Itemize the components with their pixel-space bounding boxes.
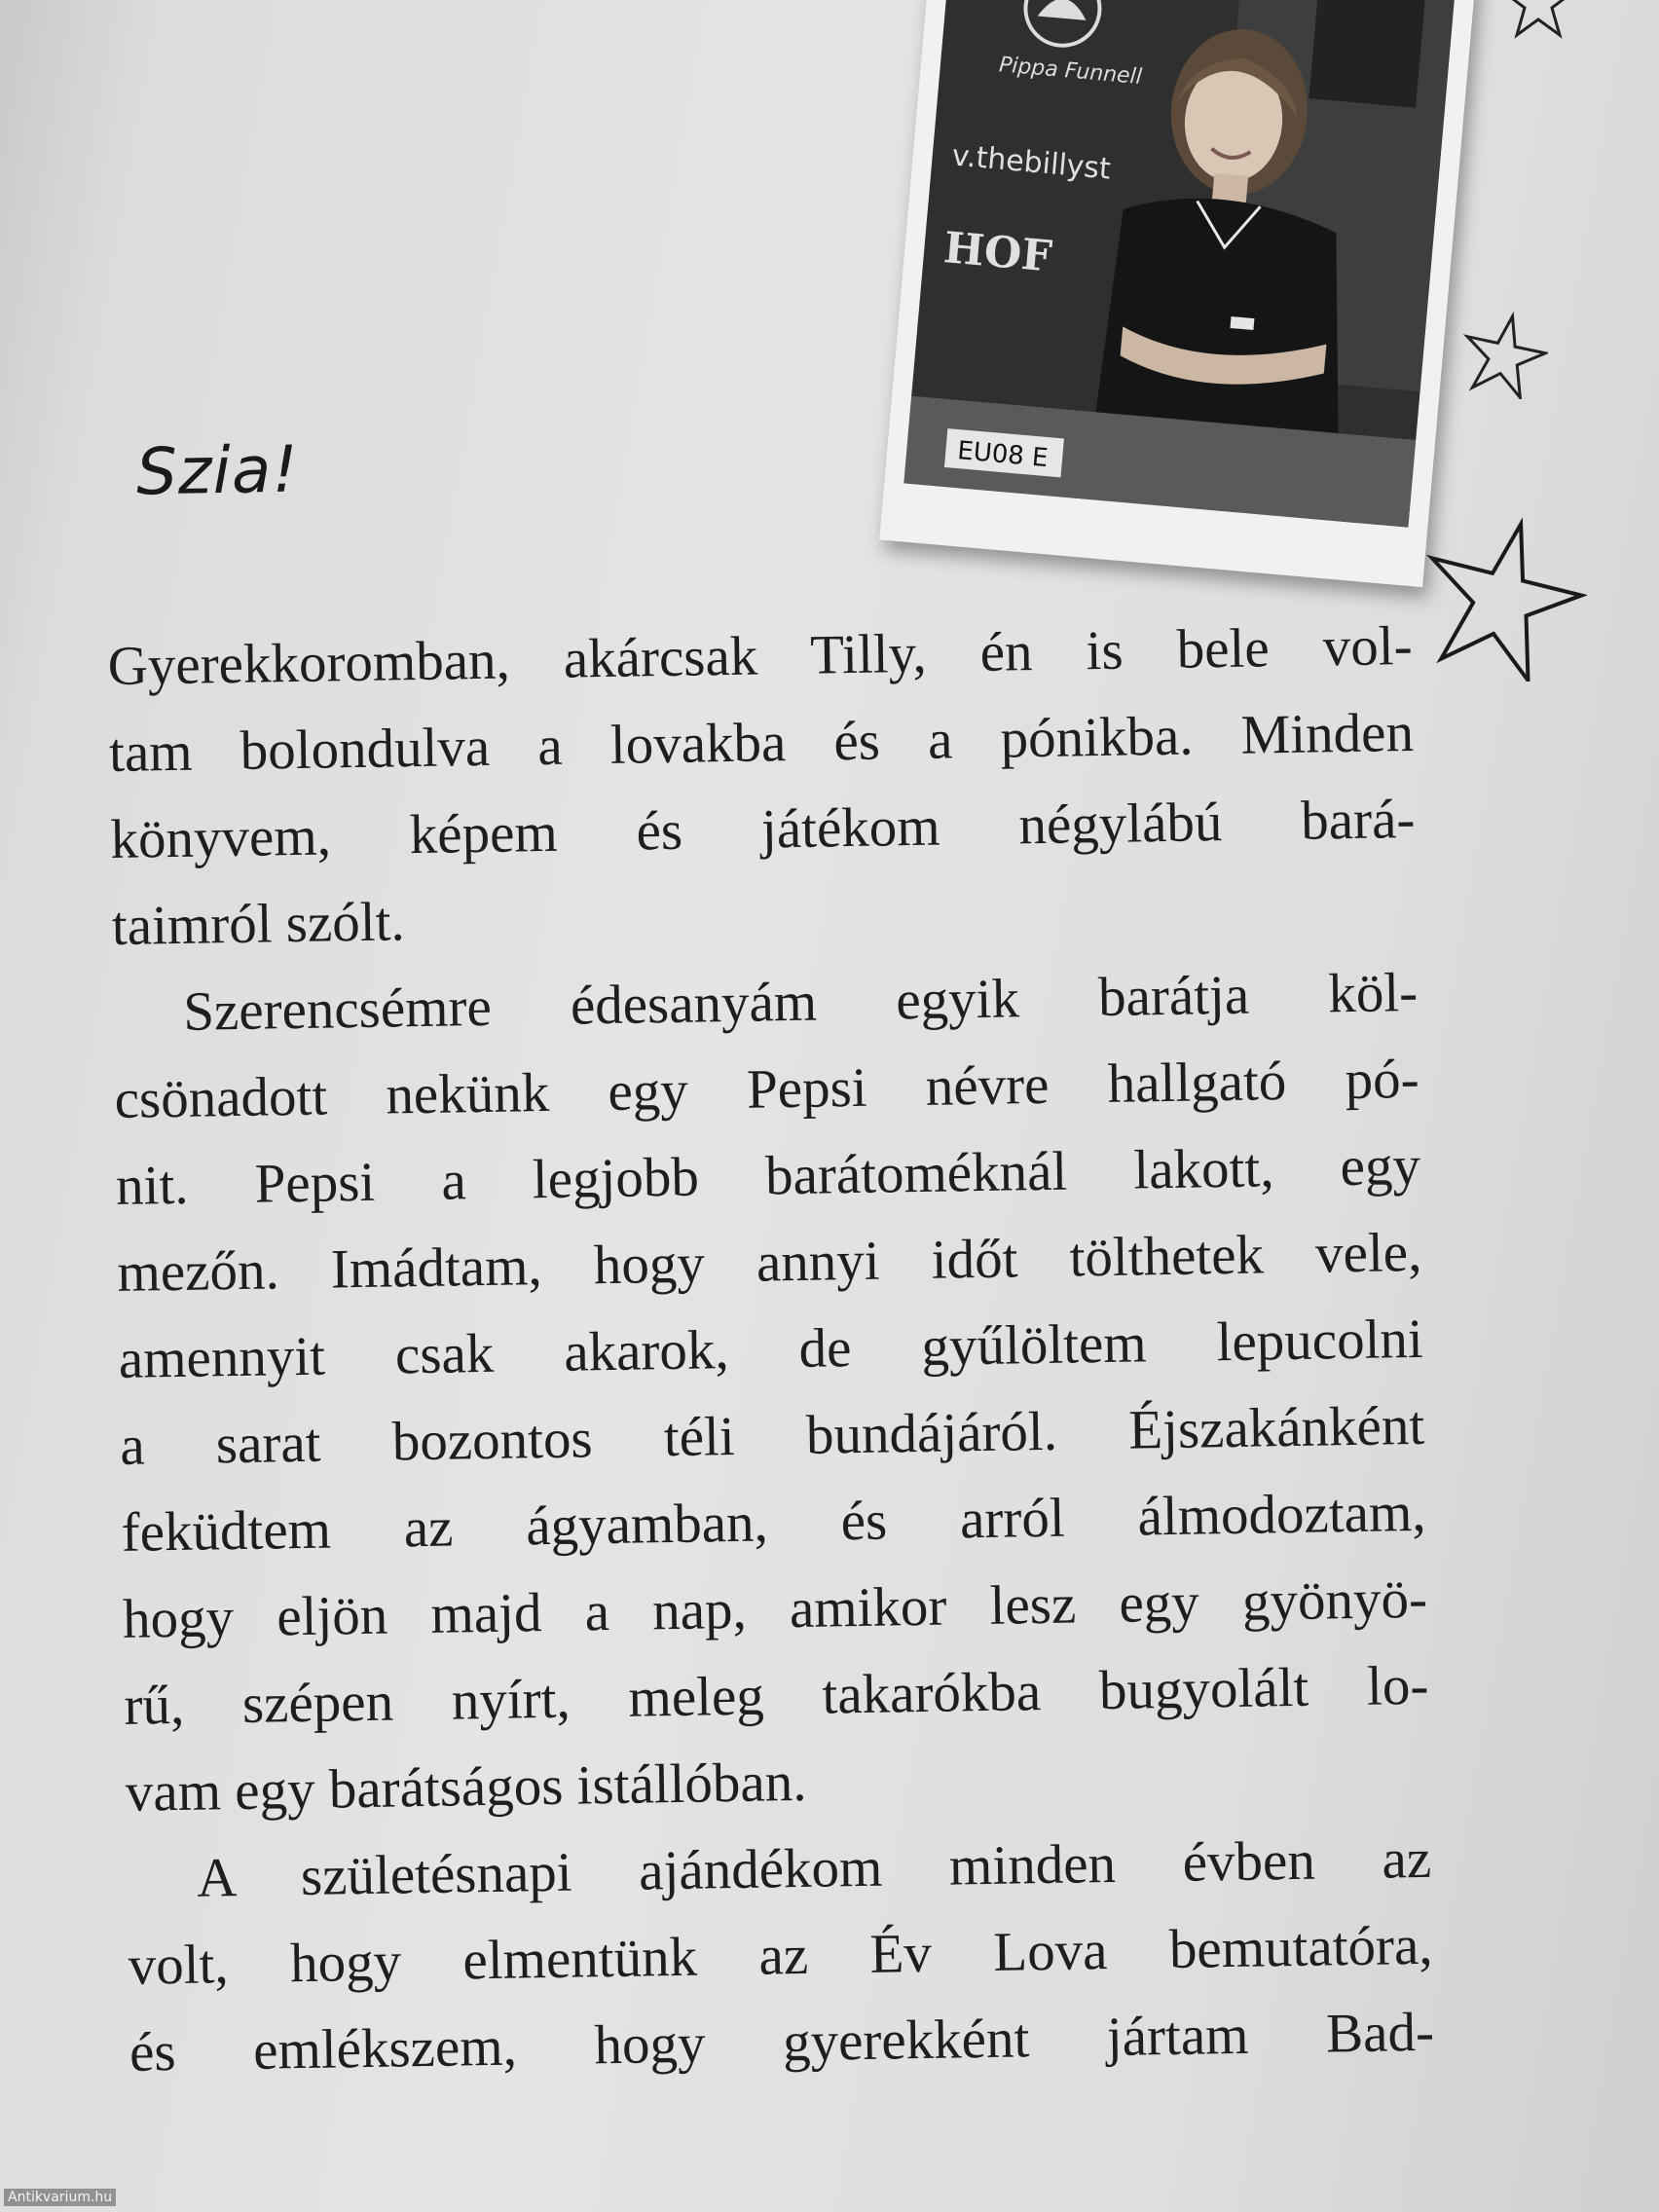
body-text <box>107 603 1435 2096</box>
text-line: A születésnapi ajándékom minden évben az <box>196 1827 1432 1909</box>
author-photo-image <box>903 0 1456 528</box>
text-line: Szerencsémre édesanyám egyik barátja köl- <box>182 961 1419 1043</box>
text-line: hogy eljön majd a nap, amikor lesz egy gyönyö- <box>122 1567 1428 1650</box>
text-line: volt, hogy elmentünk az Év Lova bemutatóra, <box>128 1914 1433 1997</box>
text-line: Gyerekkoromban, akárcsak Tilly, én is bele vol- <box>107 614 1414 697</box>
text-line: taimról szólt. <box>111 891 406 957</box>
text-line: tam bolondulva a lovakba és a pónikba. Minden <box>108 701 1415 784</box>
text-line: mezőn. Imádtam, hogy annyi időt tölthetek vele, <box>116 1221 1422 1304</box>
paragraph <box>107 603 1417 970</box>
text-line: könyvem, képem és játékom négylábú bará- <box>110 788 1416 870</box>
watermark: Antikvarium.hu <box>4 2189 116 2206</box>
photo-sign-text-3: HOF <box>941 223 1054 282</box>
greeting: Szia! <box>135 431 300 510</box>
photo-plate-text: EU08 E <box>956 436 1050 474</box>
text-line: vam egy barátságos istállóban. <box>125 1751 807 1824</box>
paragraph <box>127 1816 1435 2096</box>
text-line: a sarat bozontos téli bundájáról. Éjszakánként <box>119 1394 1425 1477</box>
star-icon <box>1417 516 1587 682</box>
text-line: és emlékszem, hogy gyerekként jártam Bad- <box>129 2001 1435 2083</box>
text-line: rű, szépen nyírt, meleg takarókba bugyolált lo- <box>123 1654 1429 1737</box>
photo-sign-text-1: Pippa Funnell <box>998 53 1143 91</box>
text-line: feküdtem az ágyamban, és arról álmodoztam, <box>121 1481 1427 1564</box>
paragraph <box>113 949 1431 1836</box>
text-line: amennyit csak akarok, de gyűlöltem lepucolni <box>118 1308 1424 1390</box>
star-icon <box>1499 0 1577 39</box>
photo-sign-text-2: v.thebillyst <box>950 138 1113 187</box>
star-icon <box>1460 312 1548 399</box>
author-photo <box>879 0 1477 587</box>
text-line: nit. Pepsi a legjobb barátoméknál lakott, egy <box>115 1134 1421 1217</box>
text-line: csönadott nekünk egy Pepsi névre hallgató pó- <box>114 1048 1420 1130</box>
